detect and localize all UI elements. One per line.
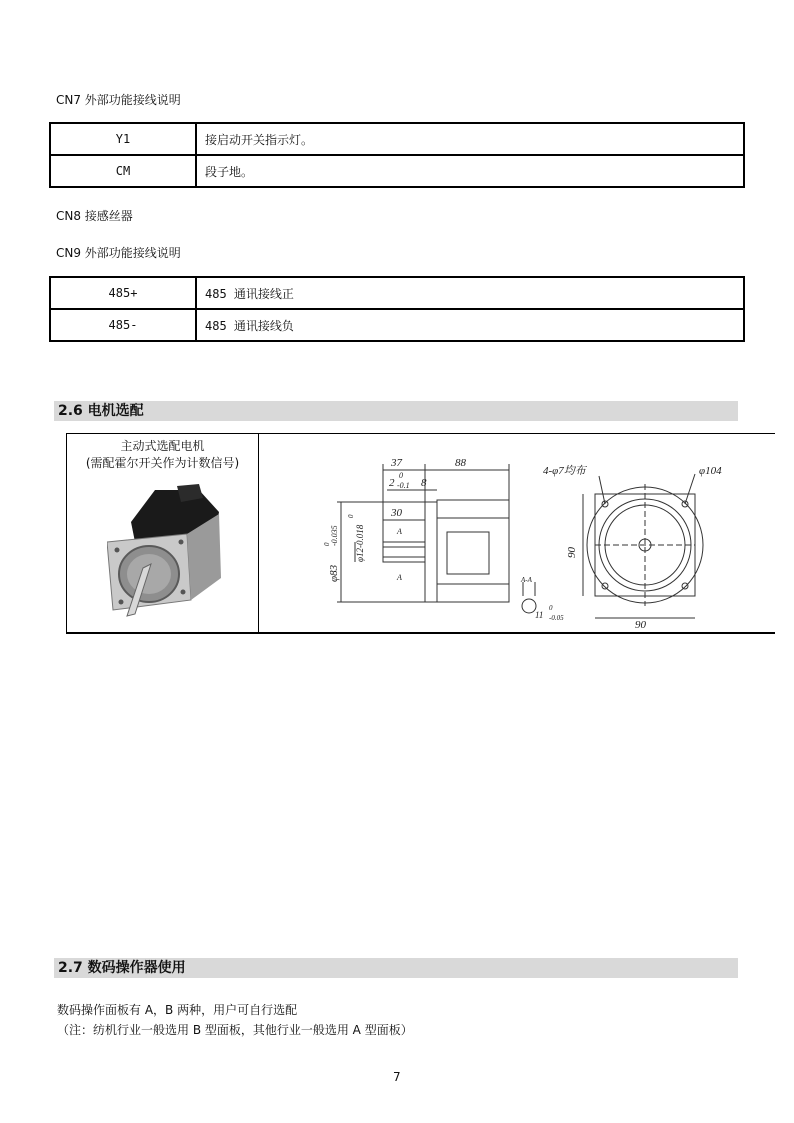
section-2-7-line2: （注：纺机行业一般选用 B 型面板，其他行业一般选用 A 型面板） <box>57 1023 413 1037</box>
cn7-table <box>49 122 745 188</box>
dim-11: 11 <box>535 610 544 620</box>
pin-cell: 485- <box>50 309 196 341</box>
dim-a2: A <box>397 573 402 582</box>
desc-cell: 段子地。 <box>196 155 744 187</box>
motor-caption <box>67 438 258 472</box>
dim-holes: 4-φ7均布 <box>543 465 586 477</box>
table-row <box>50 155 744 187</box>
cn9-table <box>49 276 745 342</box>
pin-cell: 485+ <box>50 277 196 309</box>
cn9-title: CN9 外部功能接线说明 <box>56 246 181 260</box>
dim-phi83-upper: 0 <box>323 542 331 546</box>
cn8-title: CN8 接感丝器 <box>56 209 133 223</box>
dim-phi12: φ12-0.018 <box>355 524 365 562</box>
section-heading-2-6: 2.6 电机选配 <box>54 401 738 421</box>
table-row <box>50 123 744 155</box>
section-heading-2-7: 2.7 数码操作器使用 <box>54 958 738 978</box>
motor-table <box>66 433 775 634</box>
section-2-7-line1: 数码操作面板有 A，B 两种，用户可自行选配 <box>57 1003 298 1017</box>
desc-cell: 485 通讯接线正 <box>196 277 744 309</box>
dim-90-vertical: 90 <box>566 547 578 558</box>
table-row <box>50 309 744 341</box>
dim-11-lower: -0.05 <box>549 614 564 622</box>
motor-dimension-drawing <box>259 434 775 632</box>
dim-2: 2 <box>389 477 395 489</box>
dim-30: 30 <box>391 507 402 519</box>
dim-phi12-upper: 0 <box>347 514 355 518</box>
dim-11-upper: 0 <box>549 604 553 612</box>
dim-2-lower: -0.1 <box>397 481 410 490</box>
dim-88: 88 <box>455 457 466 469</box>
motor-photo <box>107 484 227 624</box>
motor-caption-line1: 主动式选配电机 <box>120 439 205 453</box>
pin-cell: CM <box>50 155 196 187</box>
dim-aa: A-A <box>521 576 532 584</box>
table-row <box>50 277 744 309</box>
dim-8: 8 <box>421 477 427 489</box>
desc-cell: 接启动开关指示灯。 <box>196 123 744 155</box>
desc-cell: 485 通讯接线负 <box>196 309 744 341</box>
page-number: 7 <box>393 1070 401 1084</box>
dim-a1: A <box>397 527 402 536</box>
motor-caption-line2: (需配霍尔开关作为计数信号) <box>85 456 240 470</box>
dim-phi83-tol: -0.035 <box>330 525 339 546</box>
pin-cell: Y1 <box>50 123 196 155</box>
dim-2-upper: 0 <box>399 471 403 480</box>
dim-phi83: φ83 <box>328 564 340 582</box>
dim-90-horizontal: 90 <box>635 619 646 631</box>
dim-phi104: φ104 <box>699 465 722 477</box>
cn7-title: CN7 外部功能接线说明 <box>56 93 181 107</box>
dim-37: 37 <box>391 457 402 469</box>
